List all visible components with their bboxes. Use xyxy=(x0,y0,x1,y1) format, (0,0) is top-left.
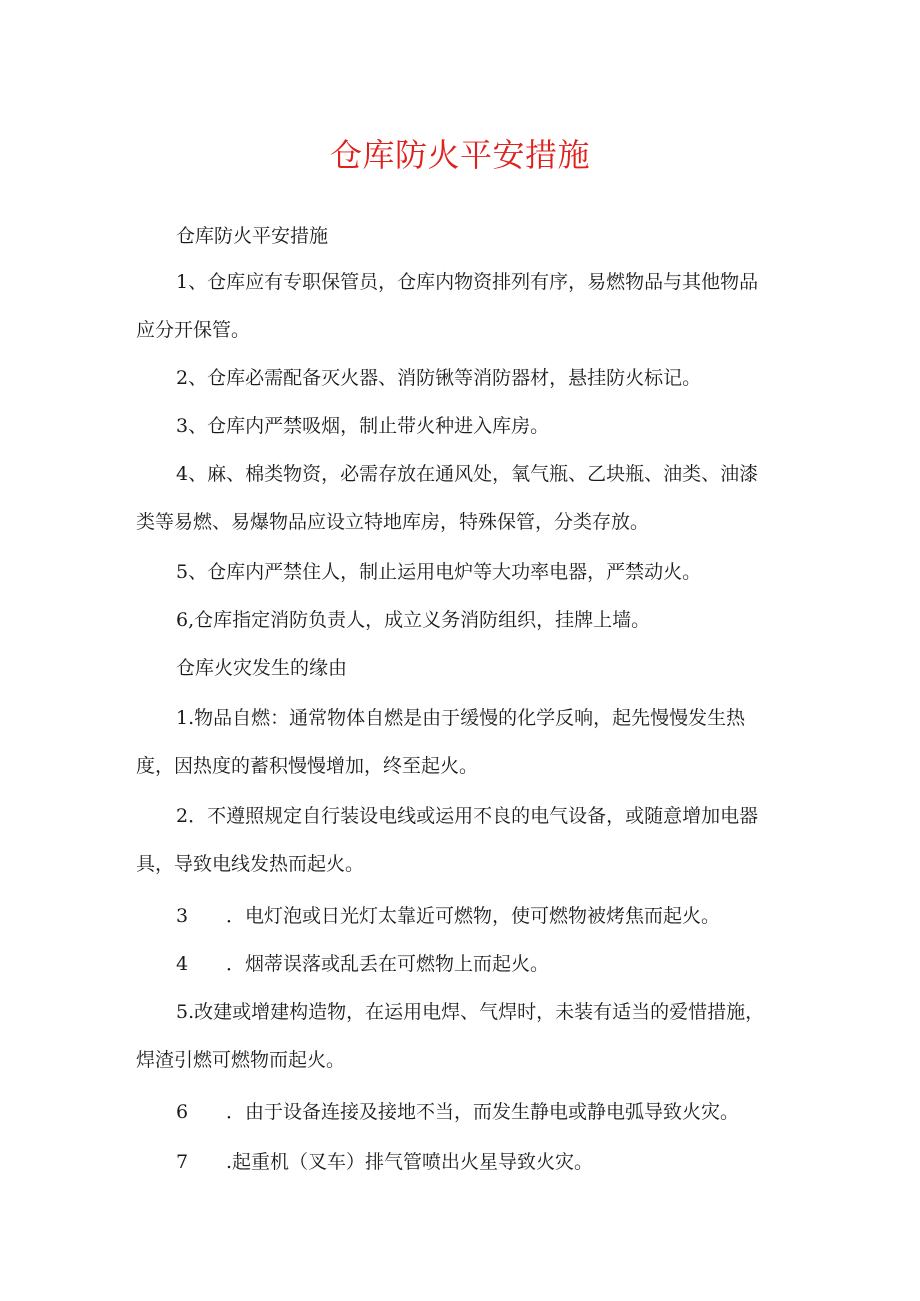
paragraph-line: 2、仓库必需配备灭火器、消防锹等消防器材，悬挂防火标记。 xyxy=(176,367,702,389)
item-number: 2 xyxy=(176,805,189,827)
paragraph-line xyxy=(136,804,758,828)
paragraph xyxy=(136,608,650,632)
paragraph xyxy=(136,1100,739,1124)
paragraph-line: 6,仓库指定消防负责人，成立义务消防组织，挂牌上墙。 xyxy=(176,609,651,631)
section-heading xyxy=(136,656,347,680)
paragraph-line xyxy=(136,952,549,976)
paragraph-line xyxy=(136,1150,593,1174)
item-text: 物品自燃：通常物体自燃是由于缓慢的化学反响，起先慢慢发生热 xyxy=(194,707,746,729)
item-text: ．电灯泡或日光灯太靠近可燃物，使可燃物被烤焦而起火。 xyxy=(226,905,721,927)
paragraph xyxy=(136,952,549,976)
item-number: 3 xyxy=(176,905,189,927)
paragraph-line xyxy=(136,904,720,928)
paragraph-line xyxy=(136,1000,764,1024)
item-text: ．烟蒂误落或乱丢在可燃物上而起火。 xyxy=(226,953,550,975)
paragraph-line: 类等易燃、易爆物品应设立特地库房，特殊保管，分类存放。 xyxy=(136,511,650,533)
paragraph-line: 焊渣引燃可燃物而起火。 xyxy=(136,1049,346,1071)
paragraph xyxy=(136,904,720,928)
paragraph-line xyxy=(136,1100,739,1124)
item-text: ．不遵照规定自行装设电线或运用不良的电气设备，或随意增加电器 xyxy=(188,805,759,827)
paragraph xyxy=(136,270,758,342)
paragraph xyxy=(136,804,758,876)
section-heading-text: 仓库火灾发生的缘由 xyxy=(176,657,348,679)
item-number: 7 xyxy=(176,1151,189,1173)
paragraph xyxy=(136,366,701,390)
paragraph xyxy=(136,560,701,584)
document-title: 仓库防火平安措施 xyxy=(329,136,590,174)
item-number: 5 xyxy=(176,1001,189,1023)
paragraph xyxy=(136,1150,593,1174)
paragraph xyxy=(136,1000,764,1072)
paragraph xyxy=(136,414,549,438)
paragraph xyxy=(136,462,758,534)
paragraph xyxy=(136,706,745,778)
paragraph-line: 3、仓库内严禁吸烟，制止带火种进入库房。 xyxy=(176,415,550,437)
item-text: .起重机（叉车）排气管喷出火星导致火灾。 xyxy=(226,1151,594,1173)
paragraph-line xyxy=(136,706,745,730)
paragraph-line: 5、仓库内严禁住人，制止运用电炉等大功率电器，严禁动火。 xyxy=(176,561,702,583)
paragraph-line: 具，导致电线发热而起火。 xyxy=(136,853,365,875)
item-number: 1. xyxy=(176,707,195,729)
item-number: 6 xyxy=(176,1101,189,1123)
item-text: ．由于设备连接及接地不当，而发生静电或静电弧导致火灾。 xyxy=(226,1101,740,1123)
item-number: 4 xyxy=(176,953,189,975)
item-text: .改建或增建构造物，在运用电焊、气焊时，未装有适当的爱惜措施， xyxy=(188,1001,765,1023)
section-heading xyxy=(136,224,328,248)
paragraph-line: 度，因热度的蓄积慢慢增加，终至起火。 xyxy=(136,755,479,777)
paragraph-line: 应分开保管。 xyxy=(136,319,251,341)
paragraph-line: 1、仓库应有专职保管员，仓库内物资排列有序，易燃物品与其他物品 xyxy=(176,271,759,293)
paragraph-line: 4、麻、棉类物资，必需存放在通风处，氧气瓶、乙块瓶、油类、油漆 xyxy=(176,463,759,485)
section-heading-text: 仓库防火平安措施 xyxy=(176,225,329,247)
